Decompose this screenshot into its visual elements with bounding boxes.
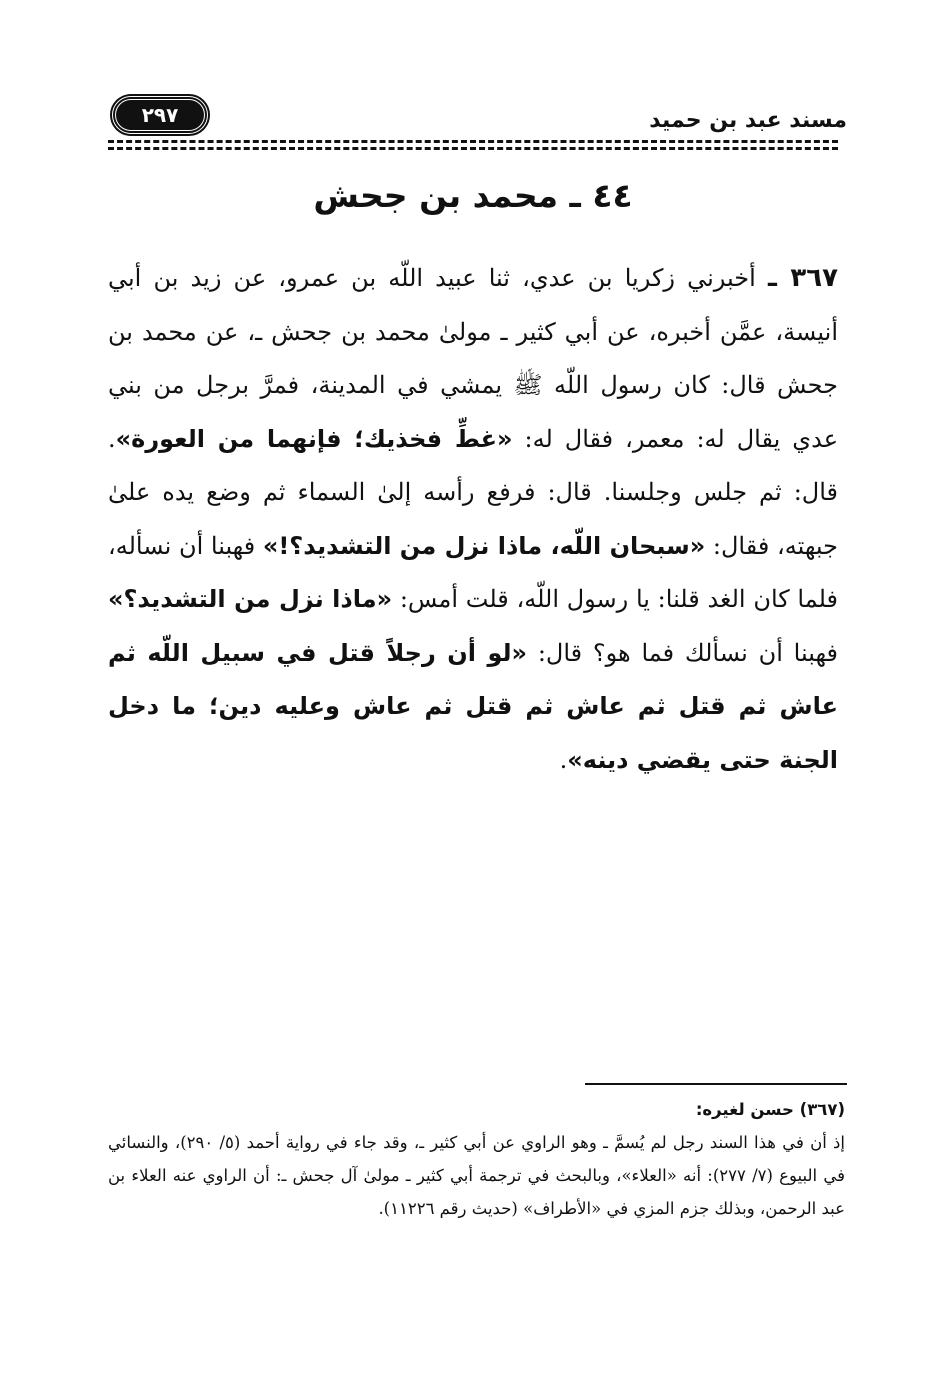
- hadith-quote-1: «غطِّ فخذيك؛ فإنهما من العورة»: [115, 424, 513, 453]
- hadith-body: [108, 252, 838, 787]
- footnote-heading: (٣٦٧) حسن لغيره:: [695, 1100, 845, 1119]
- header-divider-secondary: [108, 147, 838, 150]
- hadith-text-3: فهبنا أن نسأله، فلما كان الغد قلنا: يا رسول اللّه، قلت أمس:: [108, 531, 839, 613]
- hadith-isnad: أخبرني زكريا بن عدي، ثنا عبيد اللّه بن عمرو، عن زيد بن أبي أنيسة، عمَّن أخبره، عن أبي كثير ـ مولىٰ محمد بن جحش ـ، عن محمد بن جحش قال: كان رسول اللّه ﷺ يمشي في المدينة، فمرَّ برجل من بني عدي يقال له: معمر، فقال له:: [108, 264, 839, 453]
- hadith-text-2: . قال: ثم جلس وجلسنا. قال: فرفع رأسه إلىٰ السماء ثم وضع يده علىٰ جبهته، فقال:: [108, 424, 838, 560]
- hadith-quote-4: «لو أن رجلاً قتل في سبيل اللّه ثم عاش ثم قتل ثم عاش ثم قتل ثم عاش وعليه دين؛ ما دخل الجنة حتى يقضي دينه»: [108, 638, 838, 774]
- hadith-end: .: [559, 745, 568, 774]
- header-divider: [108, 140, 838, 143]
- page-number-badge: ٢٩٧: [112, 96, 208, 134]
- footnote-block: [108, 1093, 845, 1225]
- footnote-text: إذ أن في هذا السند رجل لم يُسمَّ ـ وهو الراوي عن أبي كثير ـ، وقد جاء في رواية أحمد (٥/ ٢٩٠)، والنسائي في البيوع (٧/ ٢٧٧): أنه «العلاء»، وبالبحث في ترجمة أبي كثير ـ مولىٰ آل جحش ـ: أن الراوي عنه العلاء بن عبد الرحمن، وبذلك جزم المزي في «الأطراف» (حديث رقم ١١٢٢٦).: [108, 1133, 845, 1218]
- hadith-number: ٣٦٧ ـ: [767, 263, 838, 293]
- hadith-quote-3: «ماذا نزل من التشديد؟»: [108, 585, 393, 613]
- running-title: مسند عبد بن حميد: [649, 108, 847, 133]
- chapter-title: ٤٤ ـ محمد بن جحش: [313, 176, 633, 215]
- hadith-quote-2: «سبحان اللّه، ماذا نزل من التشديد؟!»: [262, 531, 706, 560]
- hadith-text-4: فهبنا أن نسألك فما هو؟ قال:: [527, 638, 838, 667]
- footnote-separator: [585, 1083, 847, 1085]
